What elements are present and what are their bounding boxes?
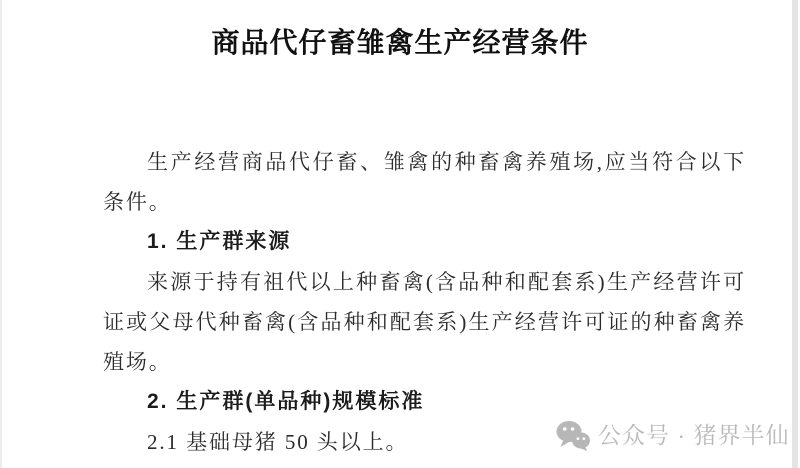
- page-right-edge: [792, 0, 798, 468]
- watermark-label: 公众号 · 猪界半仙: [598, 422, 790, 448]
- section-heading-scale-standard: 2. 生产群(单品种)规模标准: [147, 390, 425, 413]
- section-heading-production-source: 1. 生产群来源: [147, 230, 292, 253]
- paragraph-source-requirements: 来源于持有祖代以上种畜禽(含品种和配套系)生产经营许可证或父母代种畜禽(含品种和配套系)生产经营许可证的种畜禽养殖场。: [103, 270, 746, 374]
- wechat-icon: [556, 420, 590, 451]
- watermark: [556, 419, 789, 451]
- paragraph-sow-scale: 2.1 基础母猪 50 头以上。: [147, 430, 409, 454]
- page-title: 商品代仔畜雏禽生产经营条件: [211, 28, 589, 59]
- page-left-edge: [0, 0, 2, 468]
- document-body: [103, 142, 746, 462]
- paragraph-intro: 生产经营商品代仔畜、雏禽的种畜禽养殖场,应当符合以下条件。: [103, 150, 746, 214]
